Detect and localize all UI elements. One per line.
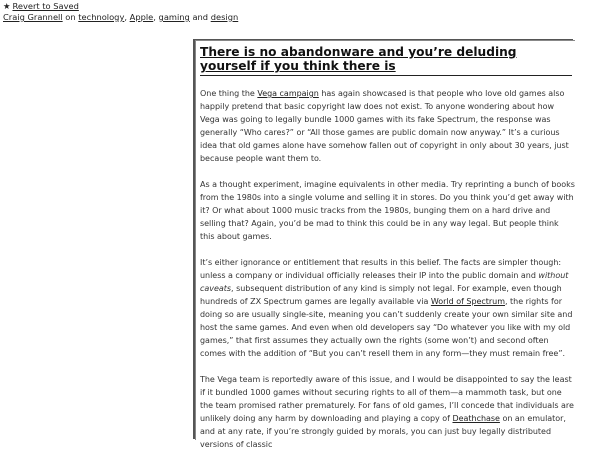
revert-row <box>3 1 238 12</box>
tag-link-technology[interactable]: technology <box>78 12 125 22</box>
article-panel <box>195 40 575 449</box>
world-of-spectrum-link[interactable]: World of Spectrum <box>430 297 506 306</box>
byline: Craig Grannell on technology, Apple, gaming and design <box>3 12 239 22</box>
tag-link-gaming[interactable]: gaming <box>158 12 190 22</box>
and-text: and <box>192 12 209 22</box>
paragraph-3: It’s either ignorance or entitlement that results in this belief. The facts are simpler though: unless a company or individual officially releases their IP into the public domain and without caveats, subsequent distribution of any kind is simply not legal. For example, even though hundreds of ZX Spectrum games are legally available via World of Spectrum, the rights for doing so are usually single-site, meaning you can’t suddenly create your own similar site and host the same games. And even when old developers say “Do whatever you like with my old games,” that first assumes they actually own the rights (some won’t) and second often comes with the addition of “But you can’t resell them in any form—they must remain free”. <box>200 258 573 358</box>
article-body <box>200 76 575 451</box>
revert-to-saved-link[interactable]: Revert to Saved <box>12 1 79 11</box>
tag-link-design[interactable]: design <box>210 12 239 22</box>
deathchase-link[interactable]: Deathchase <box>452 414 500 423</box>
paragraph-2: As a thought experiment, imagine equivalents in other media. Try reprinting a bunch of books from the 1980s into a single volume and selling it in stores. Do you think you’d get away with it? Or what about 1000 music tracks from the 1980s, bunging them on a hard drive and selling that? Again, you’d be mad to think this could be in any way legal. But people think this about games. <box>200 180 575 241</box>
on-text: on <box>65 12 76 22</box>
vega-campaign-link[interactable]: Vega campaign <box>257 89 319 98</box>
author-link[interactable]: Craig Grannell <box>3 12 63 22</box>
tag-link-apple[interactable]: Apple <box>129 12 154 22</box>
article-title[interactable]: There is no abandonware and you’re deluding yourself if you think there is <box>200 45 572 76</box>
top-meta-bar <box>3 1 238 23</box>
star-icon: ★ <box>3 1 11 11</box>
paragraph-4: The Vega team is reportedly aware of this issue, and I would be disappointed to say the least if it bundled 1000 games without securing rights to all of them—a mammoth task, but one the team promised rather prematurely. For fans of old games, I’ll concede that individuals are unlikely doing any harm by downloading and playing a copy of Deathchase on an emulator, and at any rate, if you’re strongly guided by morals, you can just buy legally distributed versions of classic <box>200 375 574 449</box>
paragraph-1: One thing the Vega campaign has again showcased is that people who love old games also happily pretend that basic copyright law does not exist. To anyone wondering about how Vega was going to legally bundle 1000 games with its fake Spectrum, the response was generally “Who cares?” or “All those games are public domain now anyway.” It’s a curious idea that old games alone have somehow fallen out of copyright in only about 30 years, just because people want them to. <box>200 89 569 163</box>
